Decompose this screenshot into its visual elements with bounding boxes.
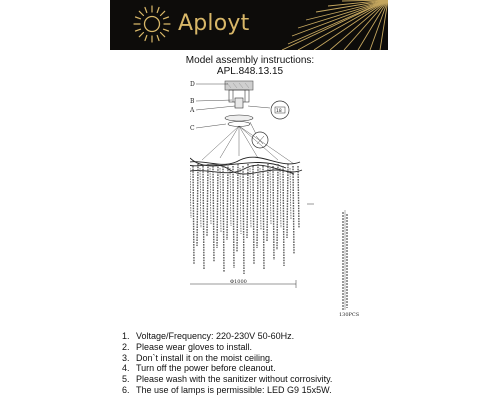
suspension-cables — [202, 126, 294, 164]
instruction-item: 6. The use of lamps is permissible: LED G9 15x5W. — [122, 384, 332, 395]
brand-banner — [110, 0, 388, 50]
brand-name: Aployt — [178, 11, 250, 36]
decorative-rays-icon — [278, 0, 388, 50]
instruction-item: 1. Voltage/Frequency: 220-230V 50-60Hz. — [122, 331, 295, 341]
mounting-bracket — [225, 90, 253, 127]
sun-logo-icon — [132, 4, 172, 44]
diameter-dimension — [190, 279, 296, 288]
instructions-heading: Model assembly instructions: — [185, 55, 315, 66]
detail-callout-bottom — [252, 132, 268, 148]
instruction-item: 4. Turn off the power before cleanout. — [122, 363, 276, 374]
detail-label: 18 — [276, 109, 282, 114]
crystal-strands — [190, 164, 299, 274]
instruction-item: 3. Don`t install it on the moist ceiling. — [122, 352, 273, 363]
model-number: APL.848.13.15 — [216, 66, 284, 77]
chandelier-drawing — [190, 78, 330, 303]
crystal-strand-detail — [335, 210, 355, 312]
detail-callout-top — [271, 101, 289, 119]
label-a: A — [190, 107, 195, 114]
chandelier-frame — [190, 157, 302, 174]
instruction-item: 5. Please wash with the sanitizer without corrosivity. — [122, 374, 333, 385]
label-d: D — [190, 81, 195, 88]
label-b: B — [190, 98, 195, 105]
ceiling-plate — [225, 81, 253, 90]
instruction-list — [122, 331, 332, 396]
label-c: C — [190, 125, 195, 132]
strand-quantity: 130PCS — [339, 312, 360, 318]
instruction-item: 2. Please wear gloves to install. — [122, 341, 253, 352]
diameter-label: Φ1000 — [230, 279, 247, 285]
